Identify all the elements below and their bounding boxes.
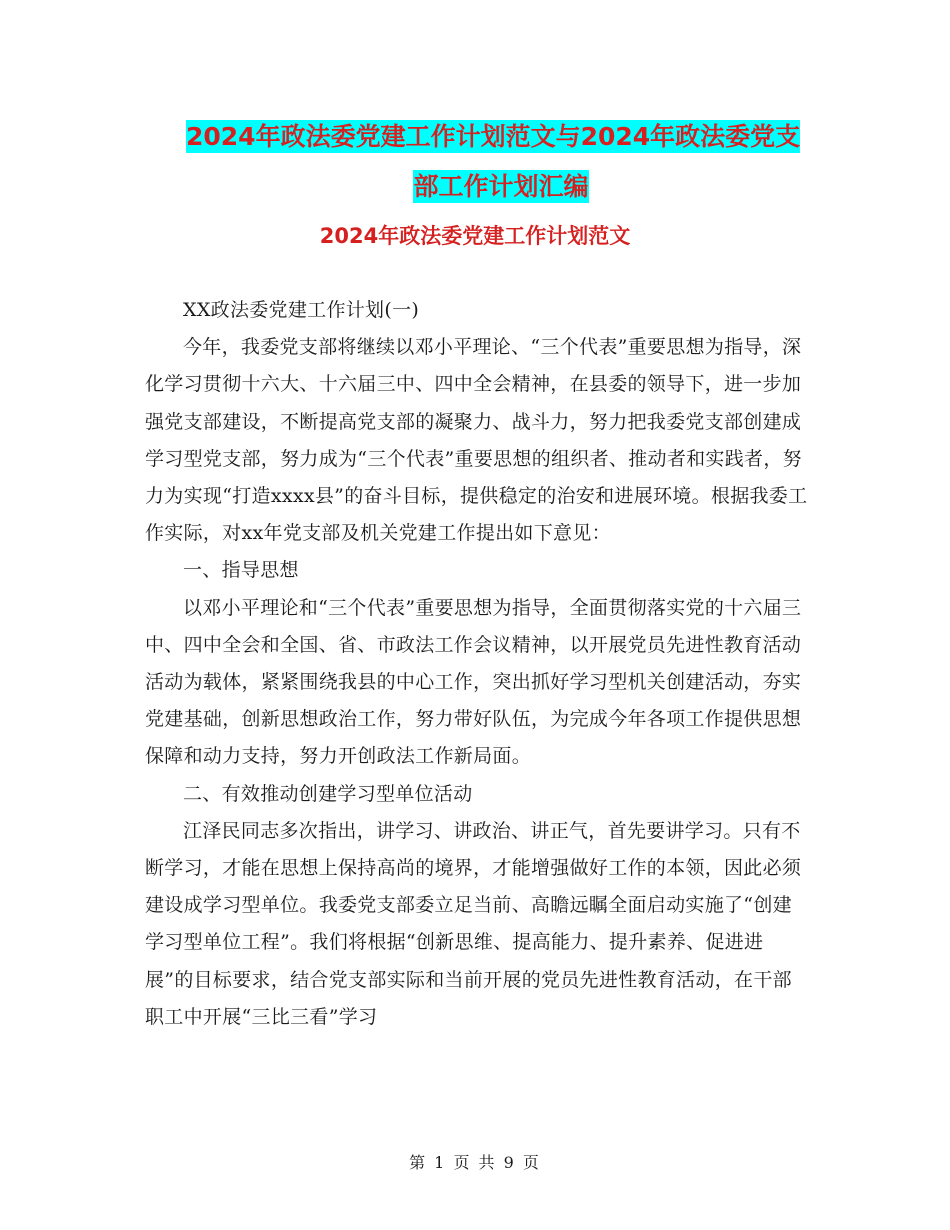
document-title: [186, 112, 816, 212]
section-title: 2024年政法委党建工作计划范文: [319, 224, 631, 248]
paragraph-heading-plan: XX政法委党建工作计划(一): [183, 299, 420, 321]
paragraph-intro: 今年，我委党支部将继续以邓小平理论、“三个代表”重要思想为指导，深化学习贯彻十六大、十六届三中、四中全会精神，在县委的领导下，进一步加强党支部建设，不断提高党支部的凝聚力、战斗力，努力把我委党支部创建成学习型党支部，努力成为“三个代表”重要思想的组织者、推动者和实践者，努力为实现“打造xxxx县”的奋斗目标，提供稳定的治安和进展环境。根据我委工作实际，对xx年党支部及机关党建工作提出如下意见：: [145, 336, 808, 545]
paragraph-heading-learning-unit: 二、有效推动创建学习型单位活动: [183, 782, 473, 805]
document-body: [145, 292, 810, 1036]
paragraph-learning-unit: 江泽民同志多次指出，讲学习、讲政治、讲正气，首先要讲学习。只有不断学习，才能在思想上保持高尚的境界，才能增强做好工作的本领，因此必须建设成学习型单位。我委党支部委立足当前、高瞻远瞩全面启动实施了“创建学习型单位工程”。我们将根据“创新思维、提高能力、提升素养、促进进展”的目标要求，结合党支部实际和当前开展的党员先进性教育活动，在干部职工中开展“三比三看”学习: [145, 819, 802, 1028]
paragraph-heading-guiding-thought: 一、指导思想: [183, 559, 299, 582]
paragraph-guiding-thought: 以邓小平理论和“三个代表”重要思想为指导，全面贯彻落实党的十六届三中、四中全会和全国、省、市政法工作会议精神，以开展党员先进性教育活动活动为载体，紧紧围绕我县的中心工作，突出抓好学习型机关创建活动，夯实党建基础，创新思想政治工作，努力带好队伍，为完成今年各项工作提供思想保障和动力支持，努力开创政法工作新局面。: [145, 596, 802, 768]
page-footer: 第 1 页 共 9 页: [409, 1153, 541, 1172]
title-line-1: 2024年政法委党建工作计划范文与2024年政法委党支: [186, 122, 801, 151]
title-line-2: 部工作计划汇编: [413, 172, 589, 201]
